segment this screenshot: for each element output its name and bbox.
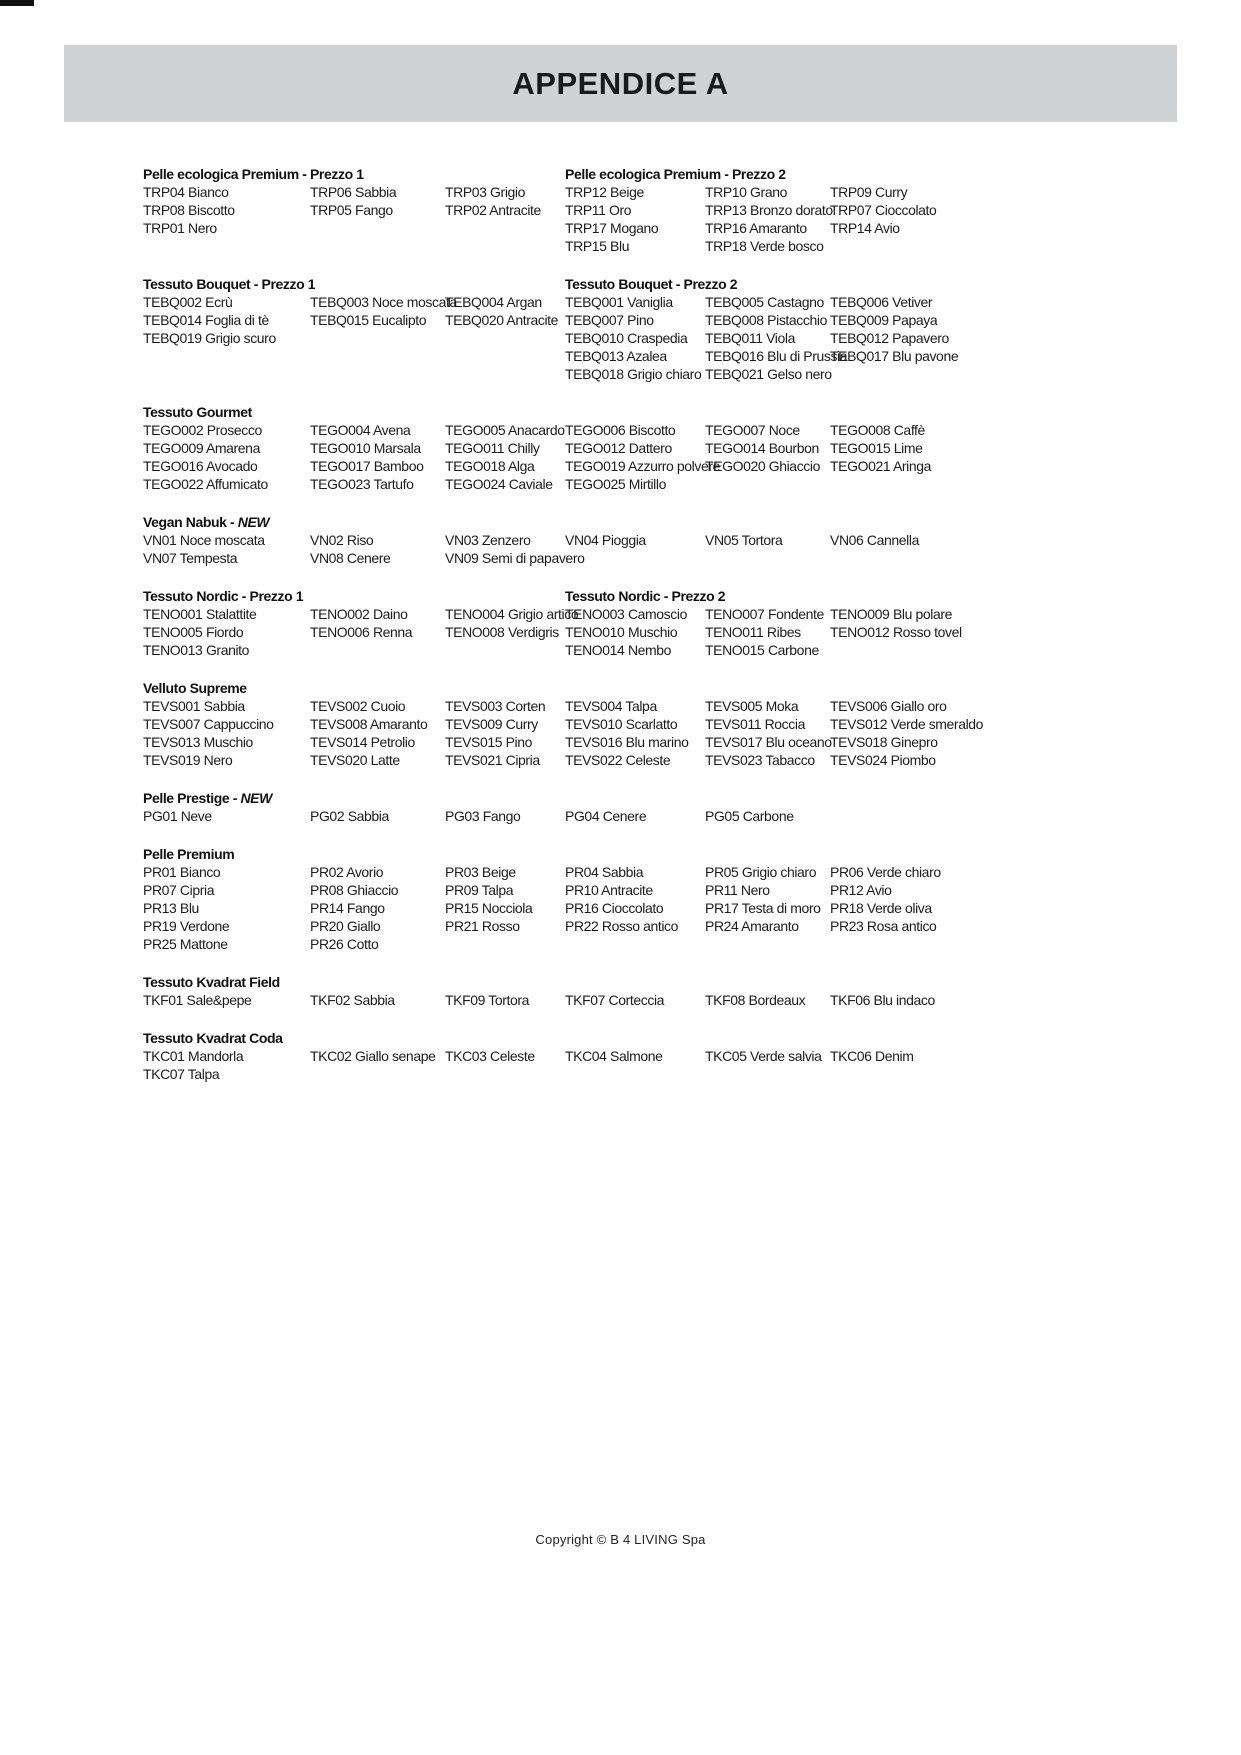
color-item: PG05 Carbone xyxy=(705,808,794,824)
color-item: PR26 Cotto xyxy=(310,936,379,952)
section-title: Tessuto Nordic - Prezzo 2 xyxy=(565,588,726,604)
color-item: TKC01 Mandorla xyxy=(143,1048,244,1064)
color-item: PR24 Amaranto xyxy=(705,918,799,934)
color-item: PR20 Giallo xyxy=(310,918,381,934)
color-item: TEGO014 Bourbon xyxy=(705,440,819,456)
scan-artifact xyxy=(0,0,34,6)
color-item: TEBQ014 Foglia di tè xyxy=(143,312,269,328)
color-item: TEBQ015 Eucalipto xyxy=(310,312,427,328)
color-item: PR25 Mattone xyxy=(143,936,228,952)
color-item: TRP06 Sabbia xyxy=(310,184,397,200)
color-item: TEVS021 Cipria xyxy=(445,752,540,768)
color-item: TEBQ003 Noce moscata xyxy=(310,294,457,310)
color-item: TENO006 Renna xyxy=(310,624,413,640)
color-item: TRP10 Grano xyxy=(705,184,787,200)
color-item: TEVS003 Corten xyxy=(445,698,546,714)
color-item: TEBQ007 Pino xyxy=(565,312,654,328)
color-item: TENO014 Nembo xyxy=(565,642,672,658)
color-item: TEBQ004 Argan xyxy=(445,294,542,310)
section-band xyxy=(143,789,1183,825)
color-item: TEGO023 Tartufo xyxy=(310,476,414,492)
color-item: TEGO018 Alga xyxy=(445,458,535,474)
section-band xyxy=(143,403,1183,493)
color-item: PR07 Cipria xyxy=(143,882,215,898)
footer-copyright: Copyright © B 4 LIVING Spa xyxy=(535,1532,706,1547)
color-item: TRP15 Blu xyxy=(565,238,630,254)
color-item: TKF06 Blu indaco xyxy=(830,992,935,1008)
section-title: Pelle ecologica Premium - Prezzo 1 xyxy=(143,166,364,182)
color-item: TRP07 Cioccolato xyxy=(830,202,937,218)
color-item: TEBQ005 Castagno xyxy=(705,294,824,310)
color-item: TEBQ016 Blu di Prussia xyxy=(705,348,848,364)
color-item: TKC06 Denim xyxy=(830,1048,914,1064)
color-item: TEVS012 Verde smeraldo xyxy=(830,716,984,732)
color-item: PR10 Antracite xyxy=(565,882,653,898)
color-item: TENO013 Granito xyxy=(143,642,250,658)
color-item: TENO010 Muschio xyxy=(565,624,678,640)
color-item: TEBQ010 Craspedia xyxy=(565,330,688,346)
color-item: TEBQ008 Pistacchio xyxy=(705,312,827,328)
color-item: TKF09 Tortora xyxy=(445,992,530,1008)
new-label: NEW xyxy=(240,790,272,806)
color-item: TEVS010 Scarlatto xyxy=(565,716,678,732)
color-item: TENO007 Fondente xyxy=(705,606,824,622)
color-item: TEGO019 Azzurro polvere xyxy=(565,458,720,474)
color-item: TEVS020 Latte xyxy=(310,752,400,768)
color-item: VN07 Tempesta xyxy=(143,550,238,566)
color-item: TEGO007 Noce xyxy=(705,422,800,438)
color-item: TKF02 Sabbia xyxy=(310,992,395,1008)
color-item: TRP09 Curry xyxy=(830,184,908,200)
color-item: TENO008 Verdigris xyxy=(445,624,559,640)
color-item: TKF08 Bordeaux xyxy=(705,992,806,1008)
color-item: TEGO015 Lime xyxy=(830,440,923,456)
color-item: PR05 Grigio chiaro xyxy=(705,864,817,880)
color-item: PR21 Rosso xyxy=(445,918,520,934)
section-title: Vegan Nabuk - NEW xyxy=(143,514,270,530)
color-item: TEVS022 Celeste xyxy=(565,752,671,768)
content xyxy=(143,165,1183,1103)
color-item: PR03 Beige xyxy=(445,864,516,880)
color-item: PR01 Bianco xyxy=(143,864,221,880)
section-band xyxy=(143,165,1183,255)
color-item: TEGO008 Caffè xyxy=(830,422,925,438)
color-item: TEBQ012 Papavero xyxy=(830,330,949,346)
section-title: Pelle Premium xyxy=(143,846,235,862)
color-item: TEVS005 Moka xyxy=(705,698,799,714)
color-item: TEVS008 Amaranto xyxy=(310,716,428,732)
color-item: TEGO017 Bamboo xyxy=(310,458,424,474)
color-item: TEVS019 Nero xyxy=(143,752,233,768)
section-title: Tessuto Bouquet - Prezzo 2 xyxy=(565,276,738,292)
color-item: PG04 Cenere xyxy=(565,808,647,824)
color-item: TEBQ002 Ecrù xyxy=(143,294,233,310)
color-item: TEBQ001 Vaniglia xyxy=(565,294,673,310)
color-item: TEGO020 Ghiaccio xyxy=(705,458,820,474)
color-item: TEBQ017 Blu pavone xyxy=(830,348,959,364)
color-item: TKF07 Corteccia xyxy=(565,992,665,1008)
color-item: TEGO006 Biscotto xyxy=(565,422,676,438)
color-item: PR11 Nero xyxy=(705,882,770,898)
section-title: Tessuto Kvadrat Coda xyxy=(143,1030,283,1046)
color-item: TKC02 Giallo senape xyxy=(310,1048,436,1064)
color-item: PR13 Blu xyxy=(143,900,199,916)
color-item: TRP18 Verde bosco xyxy=(705,238,824,254)
color-item: TENO001 Stalattite xyxy=(143,606,257,622)
color-item: PR15 Nocciola xyxy=(445,900,533,916)
color-item: PR06 Verde chiaro xyxy=(830,864,941,880)
color-item: TEGO021 Aringa xyxy=(830,458,932,474)
color-item: TRP12 Beige xyxy=(565,184,644,200)
section-band xyxy=(143,845,1183,953)
color-item: TEBQ013 Azalea xyxy=(565,348,667,364)
color-item: TEGO002 Prosecco xyxy=(143,422,262,438)
color-item: PR02 Avorio xyxy=(310,864,384,880)
color-item: TRP13 Bronzo dorato xyxy=(705,202,833,218)
color-item: TEBQ019 Grigio scuro xyxy=(143,330,276,346)
color-item: TRP04 Bianco xyxy=(143,184,229,200)
color-item: TRP17 Mogano xyxy=(565,220,659,236)
color-item: TKC05 Verde salvia xyxy=(705,1048,822,1064)
color-item: TEBQ018 Grigio chiaro xyxy=(565,366,702,382)
color-item: TEGO010 Marsala xyxy=(310,440,421,456)
color-item: VN05 Tortora xyxy=(705,532,783,548)
color-item: PR18 Verde oliva xyxy=(830,900,932,916)
color-item: TKC03 Celeste xyxy=(445,1048,535,1064)
color-item: TEGO009 Amarena xyxy=(143,440,260,456)
color-item: TEVS004 Talpa xyxy=(565,698,657,714)
color-item: TRP05 Fango xyxy=(310,202,393,218)
color-item: TRP16 Amaranto xyxy=(705,220,807,236)
color-item: TRP02 Antracite xyxy=(445,202,541,218)
color-item: TEGO024 Caviale xyxy=(445,476,553,492)
color-item: VN06 Cannella xyxy=(830,532,919,548)
color-item: TEVS024 Piombo xyxy=(830,752,936,768)
color-item: TEVS023 Tabacco xyxy=(705,752,815,768)
color-item: TENO009 Blu polare xyxy=(830,606,952,622)
color-item: TEVS001 Sabbia xyxy=(143,698,245,714)
color-item: TEVS007 Cappuccino xyxy=(143,716,274,732)
new-label: NEW xyxy=(237,514,270,530)
color-item: TEGO005 Anacardo xyxy=(445,422,565,438)
color-item: PR14 Fango xyxy=(310,900,385,916)
section-title: Tessuto Kvadrat Field xyxy=(143,974,280,990)
color-item: PR12 Avio xyxy=(830,882,892,898)
color-item: TEVS009 Curry xyxy=(445,716,538,732)
color-item: VN04 Pioggia xyxy=(565,532,646,548)
color-item: TRP01 Nero xyxy=(143,220,217,236)
color-item: TEGO011 Chilly xyxy=(445,440,540,456)
color-item: TEVS016 Blu marino xyxy=(565,734,689,750)
color-item: PR17 Testa di moro xyxy=(705,900,821,916)
color-item: PR23 Rosa antico xyxy=(830,918,937,934)
color-item: TEGO012 Dattero xyxy=(565,440,672,456)
color-item: TEBQ009 Papaya xyxy=(830,312,938,328)
color-item: TENO015 Carbone xyxy=(705,642,819,658)
color-item: TEVS015 Pino xyxy=(445,734,533,750)
color-item: TENO005 Fiordo xyxy=(143,624,244,640)
header-bar xyxy=(64,45,1177,122)
color-item: TEVS017 Blu oceano xyxy=(705,734,832,750)
color-item: TENO012 Rosso tovel xyxy=(830,624,962,640)
color-item: PR19 Verdone xyxy=(143,918,230,934)
color-item: TENO003 Camoscio xyxy=(565,606,687,622)
color-item: TEGO022 Affumicato xyxy=(143,476,268,492)
color-item: PG01 Neve xyxy=(143,808,212,824)
color-item: TEVS013 Muschio xyxy=(143,734,253,750)
color-item: TEBQ011 Viola xyxy=(705,330,796,346)
color-item: TEGO004 Avena xyxy=(310,422,411,438)
color-item: TEVS011 Roccia xyxy=(705,716,805,732)
section-band xyxy=(143,275,1183,383)
color-item: PR16 Cioccolato xyxy=(565,900,664,916)
section-title: Tessuto Bouquet - Prezzo 1 xyxy=(143,276,316,292)
color-item: TKF01 Sale&pepe xyxy=(143,992,252,1008)
color-item: TRP03 Grigio xyxy=(445,184,526,200)
color-item: TENO011 Ribes xyxy=(705,624,801,640)
section-title: Pelle Prestige - NEW xyxy=(143,790,272,806)
color-item: TENO004 Grigio artico xyxy=(445,606,579,622)
section-band xyxy=(143,513,1183,567)
color-item: TEGO016 Avocado xyxy=(143,458,258,474)
color-item: PR08 Ghiaccio xyxy=(310,882,399,898)
section-title: Velluto Supreme xyxy=(143,680,247,696)
color-item: TEBQ020 Antracite xyxy=(445,312,559,328)
color-item: PR04 Sabbia xyxy=(565,864,644,880)
color-item: TRP11 Oro xyxy=(565,202,632,218)
section-title: Tessuto Gourmet xyxy=(143,404,252,420)
section-title: Tessuto Nordic - Prezzo 1 xyxy=(143,588,304,604)
color-item: TEBQ006 Vetiver xyxy=(830,294,933,310)
color-item: VN02 Riso xyxy=(310,532,374,548)
section-band xyxy=(143,679,1183,769)
section-band xyxy=(143,1029,1183,1083)
color-item: TEBQ021 Gelso nero xyxy=(705,366,832,382)
color-item: VN01 Noce moscata xyxy=(143,532,265,548)
color-item: PR22 Rosso antico xyxy=(565,918,679,934)
color-item: PR09 Talpa xyxy=(445,882,514,898)
color-item: PG03 Fango xyxy=(445,808,521,824)
color-item: PG02 Sabbia xyxy=(310,808,389,824)
section-band xyxy=(143,973,1183,1009)
color-item: VN09 Semi di papavero xyxy=(445,550,585,566)
section-title: Pelle ecologica Premium - Prezzo 2 xyxy=(565,166,786,182)
section-band xyxy=(143,587,1183,659)
color-item: VN03 Zenzero xyxy=(445,532,531,548)
color-item: VN08 Cenere xyxy=(310,550,391,566)
color-item: TEVS002 Cuoio xyxy=(310,698,406,714)
page-title: APPENDICE A xyxy=(512,65,729,101)
color-item: TENO002 Daino xyxy=(310,606,408,622)
color-item: TEVS018 Ginepro xyxy=(830,734,938,750)
color-item: TRP14 Avio xyxy=(830,220,900,236)
color-item: TRP08 Biscotto xyxy=(143,202,235,218)
color-item: TKC07 Talpa xyxy=(143,1066,220,1082)
color-item: TKC04 Salmone xyxy=(565,1048,663,1064)
color-item: TEVS014 Petrolio xyxy=(310,734,415,750)
color-item: TEGO025 Mirtillo xyxy=(565,476,666,492)
color-item: TEVS006 Giallo oro xyxy=(830,698,947,714)
